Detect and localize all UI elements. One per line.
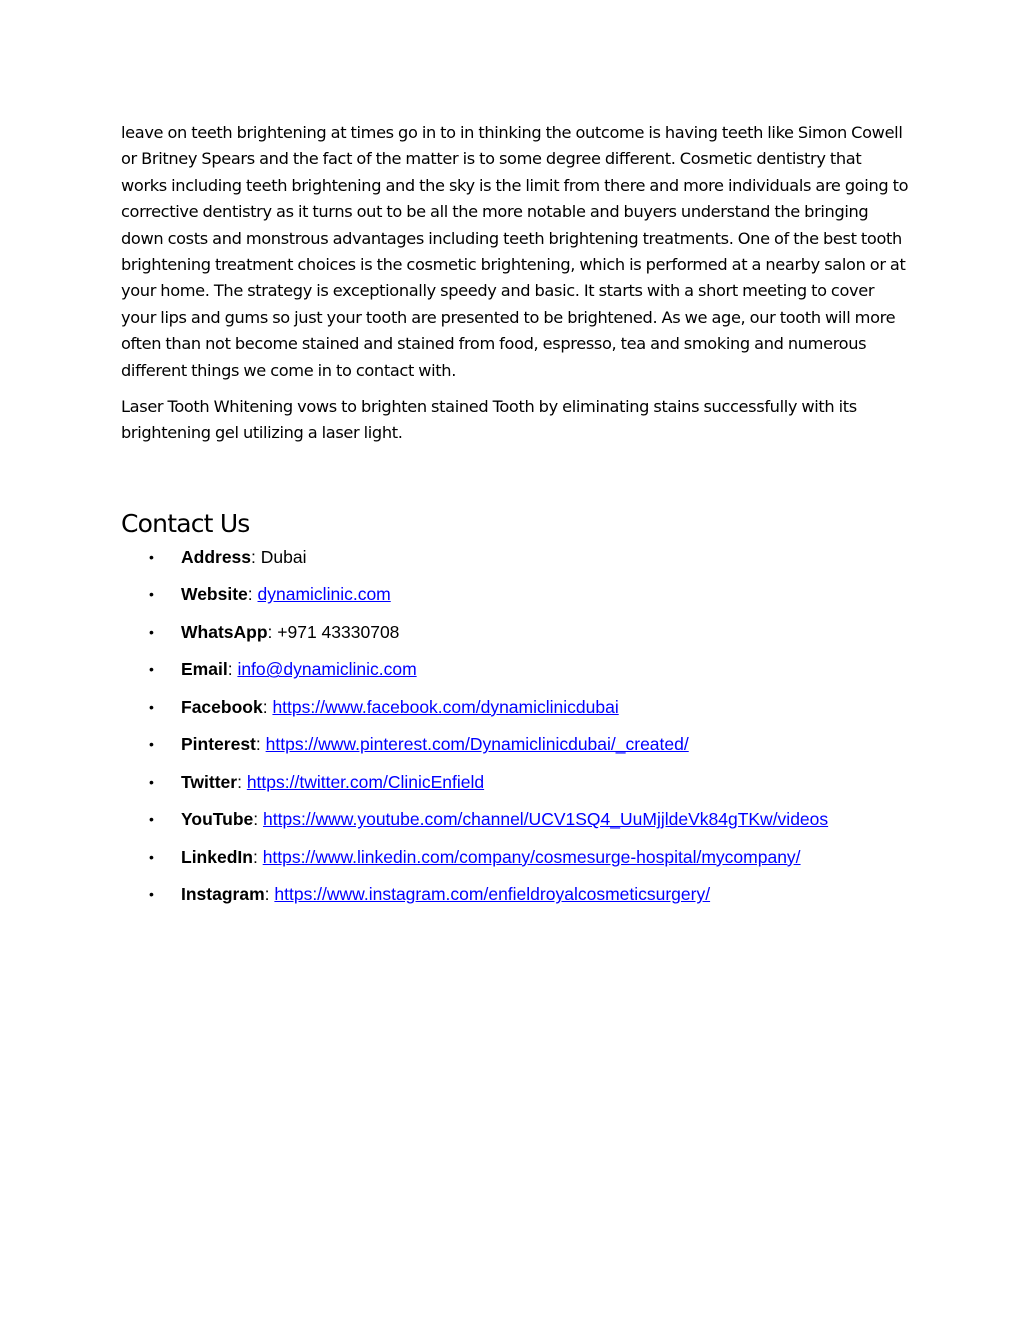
contact-label: LinkedIn [181,846,253,867]
contact-separator: : [264,884,275,905]
contact-item-pinterest [121,733,911,755]
bullet-icon: • [149,886,154,903]
contact-separator: : [252,846,263,867]
contact-list [121,546,911,906]
bullet-icon: • [149,848,154,865]
contact-item-address [121,546,911,568]
contact-item-email [121,658,911,680]
contact-separator: : [262,696,273,717]
contact-label: WhatsApp [181,621,268,642]
bullet-icon: • [149,698,154,715]
bullet-icon: • [149,548,154,565]
contact-separator: : [247,584,258,605]
contact-separator: : [255,734,266,755]
body-paragraph-1: leave on teeth brightening at times go in to in thinking the outcome is having teeth like Simon Cowell or Britney Spears and the fact of the matter is to some degree different. Cosmetic dentistry that works including teeth brightening and the sky is the limit from there and more individuals are going to corrective dentistry as it turns out to be all the more notable and buyers understand the bringing down costs and monstrous advantages including teeth brightening treatments. One of the best tooth brightening treatment choices is the cosmetic brightening, which is performed at a nearby salon or at your home. The strategy is exceptionally speedy and basic. It starts with a short meeting to cover your lips and gums so just your tooth are presented to be brightened. As we age, our tooth will more often than not become stained and stained from food, espresso, tea and smoking and numerous different things we come in to contact with. [121,123,909,380]
youtube-link[interactable]: https://www.youtube.com/channel/UCV1SQ4_UuMjjldeVk84gTKw/videos [263,809,829,830]
contact-label: YouTube [181,809,254,830]
contact-label: Address [181,546,252,567]
twitter-link[interactable]: https://twitter.com/ClinicEnfield [246,771,485,792]
contact-item-website [121,583,911,605]
whatsapp-value: +971 43330708 [277,621,400,642]
contact-item-instagram [121,883,911,905]
pinterest-link[interactable]: https://www.pinterest.com/Dynamiclinicdubai/_created/ [265,734,689,755]
bullet-icon: • [149,661,154,678]
contact-label: Instagram [181,884,265,905]
contact-separator: : [251,546,261,567]
contact-separator: : [237,771,247,792]
contact-heading: Contact Us [121,508,250,538]
contact-label: Pinterest [181,734,256,755]
contact-separator: : [253,809,263,830]
contact-label: Website [181,584,248,605]
contact-item-youtube [121,808,911,830]
bullet-icon: • [149,623,154,640]
body-paragraph-2: Laser Tooth Whitening vows to brighten stained Tooth by eliminating stains successfully with its brightening gel utilizing a laser light. [121,397,857,443]
bullet-icon: • [149,736,154,753]
website-link[interactable]: dynamiclinic.com [257,584,391,605]
contact-item-linkedin [121,846,911,868]
contact-label: Email [181,659,228,680]
contact-separator: : [267,621,278,642]
contact-label: Facebook [181,696,263,717]
contact-label: Twitter [181,771,238,792]
facebook-link[interactable]: https://www.facebook.com/dynamiclinicdubai [272,696,619,717]
document-content [121,120,911,921]
instagram-link[interactable]: https://www.instagram.com/enfieldroyalcosmeticsurgery/ [274,884,711,905]
contact-item-facebook [121,696,911,718]
contact-separator: : [227,659,238,680]
linkedin-link[interactable]: https://www.linkedin.com/company/cosmesurge-hospital/mycompany/ [262,846,801,867]
contact-item-whatsapp [121,621,911,643]
email-link[interactable]: info@dynamiclinic.com [237,659,417,680]
bullet-icon: • [149,811,154,828]
bullet-icon: • [149,586,154,603]
contact-item-twitter [121,771,911,793]
address-value: Dubai [260,546,307,567]
bullet-icon: • [149,773,154,790]
